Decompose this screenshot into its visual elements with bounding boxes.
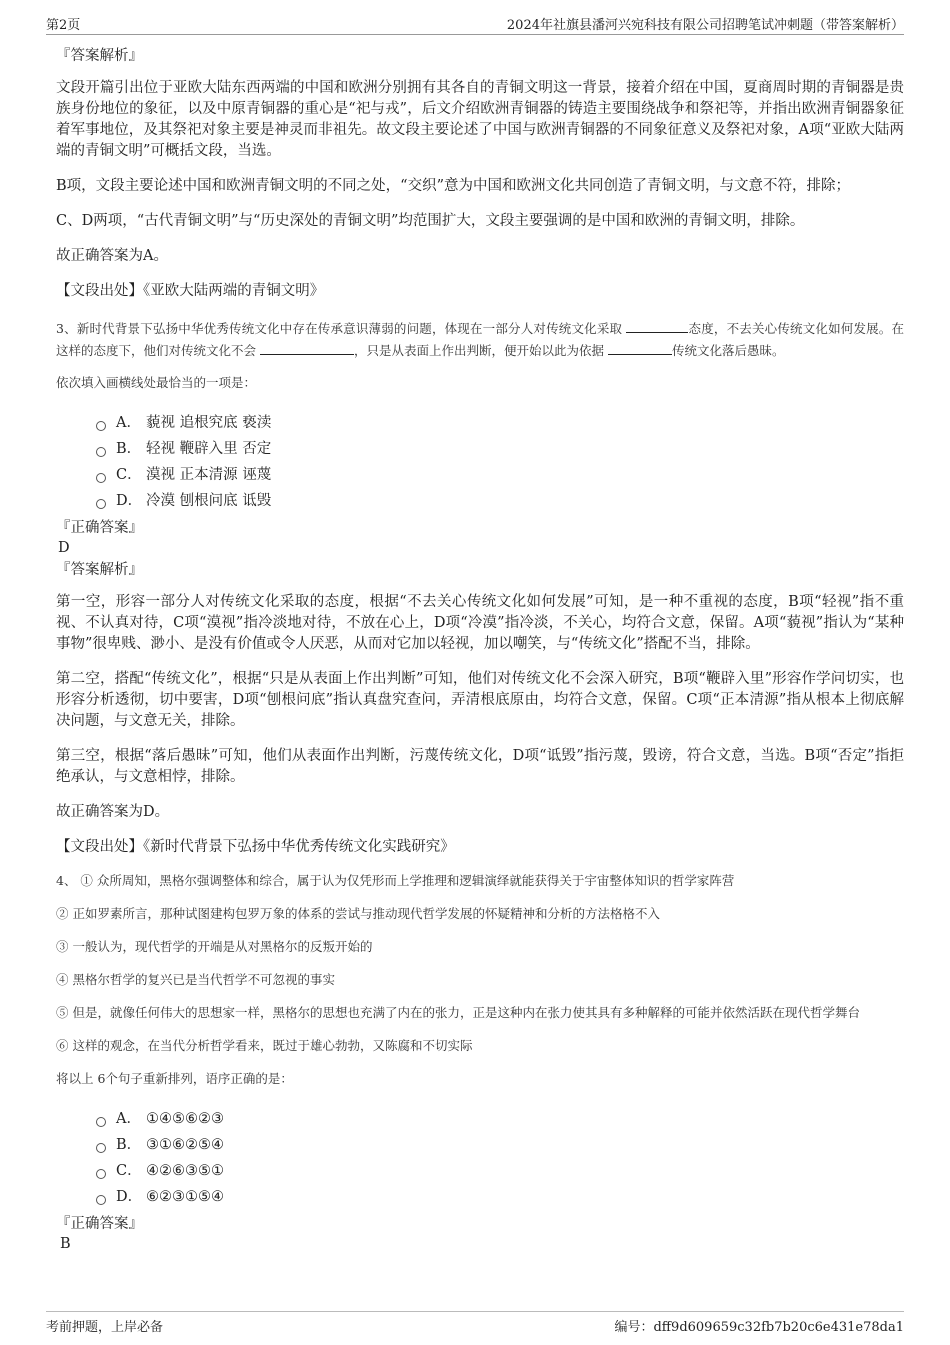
fill-blank <box>626 320 688 333</box>
fill-blank <box>608 342 672 355</box>
analysis-label: 『答案解析』 <box>56 562 143 578</box>
stem-text: 态度，不去关心传统文化如何发展。在这样的态度下，他们对传统文化不会 <box>56 321 904 358</box>
radio-icon[interactable] <box>96 1117 106 1127</box>
option-text: ⑥②③①⑤④ <box>146 1189 224 1205</box>
option-letter: A． <box>116 415 141 431</box>
question-3-options <box>96 410 904 514</box>
option-letter: C． <box>116 1163 142 1179</box>
page-content <box>56 44 904 1254</box>
question-prompt: 将以上 6个句子重新排列，语序正确的是： <box>56 1071 293 1086</box>
option-d[interactable] <box>96 488 904 514</box>
option-letter: D． <box>116 1189 143 1205</box>
document-title: 2024年社旗县潘河兴宛科技有限公司招聘笔试冲刺题（带答案解析） <box>506 18 904 33</box>
option-text: 漠视 正本清源 诬蔑 <box>146 467 272 483</box>
fill-blank <box>260 342 354 355</box>
question-prompt: 依次填入画横线处最恰当的一项是： <box>56 375 257 390</box>
question-4-options <box>96 1106 904 1210</box>
analysis-paragraph: 第二空，搭配“传统文化”，根据“只是从表面上作出判断”可知，他们对传统文化不会深入研究，B项“鞭辟入里”形容作学问切实，也形容分析透彻，切中要害，D项“刨根问底”指认真盘究查问，弄清根底原由，均符合文意，保留。C项“正本清源”指从根本上彻底解决问题，与文意无关，排除。 <box>56 671 904 729</box>
stem-text: 传统文化落后愚昧。 <box>672 343 785 358</box>
radio-icon[interactable] <box>96 473 106 483</box>
passage-source: 【文段出处】《亚欧大陆两端的青铜文明》 <box>56 283 325 299</box>
statement: 4、 ① 众所周知，黑格尔强调整体和综合，属于认为仅凭形而上学推理和逻辑演绎就能获得关于宇宙整体知识的哲学家阵营 <box>56 873 735 888</box>
option-letter: B． <box>116 1137 142 1153</box>
page-header <box>46 14 904 35</box>
analysis-paragraph: B项，文段主要论述中国和欧洲青铜文明的不同之处，“交织”意为中国和欧洲文化共同创造了青铜文明，与文意不符，排除； <box>56 178 850 194</box>
option-letter: A． <box>116 1111 141 1127</box>
radio-icon[interactable] <box>96 1195 106 1205</box>
option-a[interactable] <box>96 1106 904 1132</box>
statement: ⑤ 但是，就像任何伟大的思想家一样，黑格尔的思想也充满了内在的张力，正是这种内在张力使其具有多种解释的可能并依然活跃在现代哲学舞台 <box>56 1005 860 1020</box>
option-text: ③①⑥②⑤④ <box>146 1137 224 1153</box>
analysis-paragraph: 文段开篇引出位于亚欧大陆东西两端的中国和欧洲分别拥有其各自的青铜文明这一背景，接着介绍在中国，夏商周时期的青铜器是贵族身份地位的象征，以及中原青铜器的重心是“祀与戎”，后文介绍欧洲青铜器的铸造主要围绕战争和祭祀等，并指出欧洲青铜器象征着军事地位，及其祭祀对象主要是神灵而非祖先。故文段主要论述了中国与欧洲青铜器的不同象征意义及祭祀对象，A项“亚欧大陆两端的青铜文明”可概括文段，当选。 <box>56 80 904 159</box>
footer-slogan: 考前押题，上岸必备 <box>46 1320 164 1335</box>
analysis-paragraph: C、D两项，“古代青铜文明”与“历史深处的青铜文明”均范围扩大，文段主要强调的是中国和欧洲的青铜文明，排除。 <box>56 213 805 229</box>
passage-source: 【文段出处】《新时代背景下弘扬中华优秀传统文化实践研究》 <box>56 839 455 855</box>
option-letter: B． <box>116 441 142 457</box>
correct-answer-label: 『正确答案』 <box>56 520 143 536</box>
option-b[interactable] <box>96 436 904 462</box>
page-number: 第2页 <box>46 18 81 33</box>
option-letter: C． <box>116 467 142 483</box>
option-letter: D． <box>116 493 143 509</box>
option-text: ④②⑥③⑤① <box>146 1163 224 1179</box>
option-text: ①④⑤⑥②③ <box>146 1111 224 1127</box>
stem-text: ，只是从表面上作出判断，便开始以此为依据 <box>354 343 605 358</box>
analysis-paragraph: 故正确答案为A。 <box>56 248 168 264</box>
radio-icon[interactable] <box>96 1169 106 1179</box>
option-b[interactable] <box>96 1132 904 1158</box>
statement: ④ 黑格尔哲学的复兴已是当代哲学不可忽视的事实 <box>56 972 335 987</box>
option-text: 轻视 鞭辟入里 否定 <box>146 441 272 457</box>
option-text: 藐视 追根究底 亵渎 <box>146 415 272 431</box>
option-c[interactable] <box>96 462 904 488</box>
statement: ③ 一般认为，现代哲学的开端是从对黑格尔的反叛开始的 <box>56 939 373 954</box>
analysis-paragraph: 第三空，根据“落后愚昧”可知，他们从表面作出判断，污蔑传统文化，D项“诋毁”指污蔑，毁谤，符合文意，当选。B项“否定”指拒绝承认，与文意相悖，排除。 <box>56 748 904 785</box>
statement: ⑥ 这样的观念，在当代分析哲学看来，既过于雄心勃勃，又陈腐和不切实际 <box>56 1038 473 1053</box>
radio-icon[interactable] <box>96 421 106 431</box>
option-c[interactable] <box>96 1158 904 1184</box>
correct-answer: D <box>58 540 70 556</box>
correct-answer-label: 『正确答案』 <box>56 1216 143 1232</box>
radio-icon[interactable] <box>96 447 106 457</box>
option-a[interactable] <box>96 410 904 436</box>
analysis-paragraph: 第一空，形容一部分人对传统文化采取的态度，根据“不去关心传统文化如何发展”可知，是一种不重视的态度，B项“轻视”指不重视、不认真对待，C项“漠视”指冷淡地对待，不放在心上，D项“冷漠”指冷淡，不关心，均符合文意，保留。A项“藐视”指认为“某种事物”很卑贱、渺小、是没有价值或令人厌恶，从而对它加以轻视，加以嘲笑，与“传统文化”搭配不当，排除。 <box>56 594 904 652</box>
radio-icon[interactable] <box>96 1143 106 1153</box>
page-footer <box>46 1311 904 1340</box>
document-id: 编号：dff9d609659c32fb7b20c6e431e78da1 <box>614 1320 904 1335</box>
analysis-paragraph: 故正确答案为D。 <box>56 804 170 820</box>
stem-text: 3、新时代背景下弘扬中华优秀传统文化中存在传承意识薄弱的问题，体现在一部分人对传统文化采取 <box>56 321 623 336</box>
statement: ② 正如罗素所言，那种试图建构包罗万象的体系的尝试与推动现代哲学发展的怀疑精神和分析的方法格格不入 <box>56 906 660 921</box>
analysis-label: 『答案解析』 <box>56 48 143 64</box>
correct-answer: B <box>60 1236 71 1252</box>
question-3-stem <box>56 318 904 362</box>
option-text: 冷漠 刨根问底 诋毁 <box>146 493 272 509</box>
option-d[interactable] <box>96 1184 904 1210</box>
radio-icon[interactable] <box>96 499 106 509</box>
